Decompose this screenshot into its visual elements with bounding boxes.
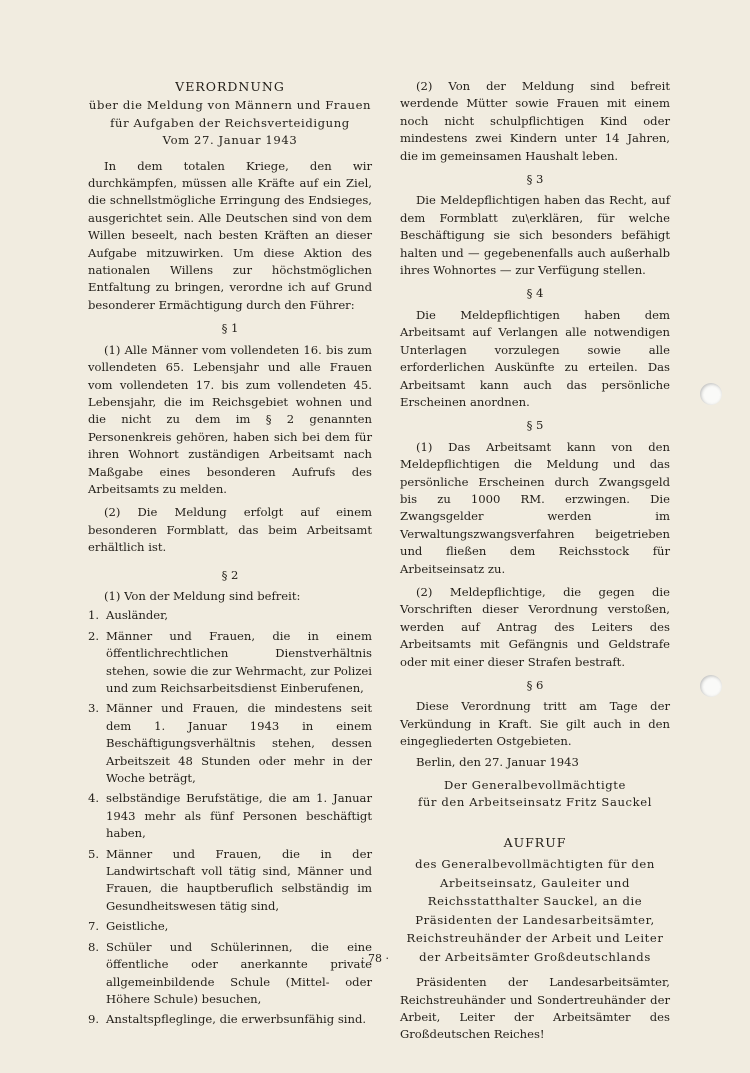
section-1-paragraph-1: (1) Alle Männer vom vollendeten 16. bis zum vollendeten 65. Lebensjahr und alle Frauen vom vollendeten 17. bis zum vollendeten 45. Lebensjahr, die im Reichsgebiet wohnen und die nicht zu dem im § 2 genannten Personenkreis gehören, haben sich bei dem für ihren Wohnort zuständigen Arbeitsamt nach Maßgabe eines besonderen Aufrufs des Arbeitsamts zu melden.	[88, 342, 372, 496]
section-3-paragraph: Die Meldepflichtigen haben das Recht, auf dem Formblatt zu\erklären, für welche Beschäftigung sie sich besonders befähigt halten und — gegebenenfalls auch außerhalb ihres Wohnortes — zur Verfügung stellen.	[400, 193, 670, 278]
intro-paragraph: In dem totalen Kriege, den wir durchkämpfen, müssen alle Kräfte auf ein Ziel, die schnellstmögliche Erringung des Endsieges, ausgerichtet sein. Alle Deutschen sind von dem Willen beseelt, nach besten Kräften an dieser Aufgabe mitzuwirken. Um diese Aktion des nationalen Willens zur höchstmöglichen Entfaltung zu bringen, verordne ich auf Grund besonderer Ermächtigung durch den Führer:	[88, 158, 372, 312]
left-column	[88, 78, 372, 1032]
place-date: Berlin, den 27. Januar 1943	[416, 754, 579, 769]
list-item: 8. Schüler und Schülerinnen, die eine öffentliche oder anerkannte private allgemeinbildende Schule (Mittel- oder Höhere Schule) besuchen,	[88, 939, 372, 1006]
list-item: 7. Geistliche,	[88, 919, 169, 934]
aufruf-title: AUFRUF	[503, 834, 567, 850]
section-6-heading: § 6	[526, 678, 544, 692]
punch-hole-lower	[700, 675, 722, 697]
section-4-paragraph: Die Meldepflichtigen haben dem Arbeitsamt auf Verlangen alle notwendigen Unterlagen vorzulegen sowie alle erforderlichen Auskünfte zu erteilen. Das Arbeitsamt kann auch das persönliche Erscheinen anordnen.	[400, 307, 670, 409]
section-5-heading: § 5	[526, 418, 544, 433]
section-4-heading: § 4	[526, 286, 544, 301]
section-3-heading: § 3	[526, 172, 544, 187]
right-column	[400, 78, 670, 1044]
list-item: 1. Ausländer,	[88, 608, 169, 623]
section-6-paragraph: Diese Verordnung tritt am Tage der Verkündung in Kraft. Sie gilt auch in den eingegliederten Ostgebieten.	[400, 699, 670, 749]
exemption-list	[88, 607, 372, 1028]
section-2-heading: § 2	[221, 567, 239, 582]
signature-line-1: Der Generalbevollmächtigte	[444, 778, 626, 793]
ordinance-subtitle-2: für Aufgaben der Reichsverteidigung	[110, 115, 350, 130]
ordinance-date: Vom 27. Januar 1943	[162, 133, 298, 148]
section-5-paragraph-1: (1) Das Arbeitsamt kann von den Meldepflichtigen die Meldung und das persönliche Erscheinen durch Zwangsgeld bis zu 1000 RM. erzwingen. Die Zwangsgelder werden im Verwaltungszwangsverfahren beigetrieben und fließen dem Reichsstock für Arbeitseinsatz zu.	[400, 439, 670, 576]
section-1-paragraph-2: (2) Die Meldung erfolgt auf einem besonderen Formblatt, das beim Arbeitsamt erhältlich ist.	[88, 505, 372, 555]
section-1-heading: § 1	[221, 321, 239, 336]
list-item: 3. Männer und Frauen, die mindestens seit dem 1. Januar 1943 in einem Beschäftigungsverhältnis stehen, dessen Arbeitszeit 48 Stunden oder mehr in der Woche beträgt,	[88, 701, 372, 786]
aufruf-subtitle: des Generalbevollmächtigten für den Arbeitseinsatz, Gauleiter und Reichsstatthalter Sauckel, an die Präsidenten der Landesarbeitsämter, Reichstreuhänder der Arbeit und Leiter der Arbeitsämter Großdeutschlands	[406, 857, 664, 964]
section-2-paragraph-1: (1) Von der Meldung sind befreit:	[104, 588, 301, 603]
page-number: · 78 ·	[361, 952, 389, 965]
list-item: 4. selbständige Berufstätige, die am 1. Januar 1943 mehr als fünf Personen beschäftigt haben,	[88, 791, 372, 841]
signature-line-2: für den Arbeitseinsatz Fritz Sauckel	[417, 795, 653, 810]
list-item: 9. Anstaltspfleglinge, die erwerbsunfähig sind.	[88, 1012, 367, 1027]
punch-hole-upper	[700, 383, 722, 405]
ordinance-subtitle-1: über die Meldung von Männern und Frauen	[88, 98, 372, 113]
ordinance-title: VERORDNUNG	[175, 79, 285, 94]
list-item: 2. Männer und Frauen, die in einem öffentlichrechtlichen Dienstverhältnis stehen, sowie die zur Wehrmacht, zur Polizei und zum Reichsarbeitsdienst Einberufenen,	[88, 628, 372, 695]
section-2-paragraph-2: (2) Von der Meldung sind befreit werdende Mütter sowie Frauen mit einem noch nicht schulpflichtigen Kind oder mindestens zwei Kindern unter 14 Jahren, die im gemeinsamen Haushalt leben.	[400, 79, 670, 163]
list-item: 5. Männer und Frauen, die in der Landwirtschaft voll tätig sind, Männer und Frauen, die hauptberuflich selbständig im Gesundheitswesen tätig sind,	[88, 846, 372, 913]
aufruf-paragraph: Präsidenten der Landesarbeitsämter, Reichstreuhänder und Sondertreuhänder der Arbeit, Leiter der Arbeitsämter des Großdeutschen Reiches!	[400, 975, 670, 1042]
section-5-paragraph-2: (2) Meldepflichtige, die gegen die Vorschriften dieser Verordnung verstoßen, werden auf Antrag des Leiters des Arbeitsamts mit Gefängnis und Geldstrafe oder mit einer dieser Strafen bestraft.	[400, 584, 670, 669]
